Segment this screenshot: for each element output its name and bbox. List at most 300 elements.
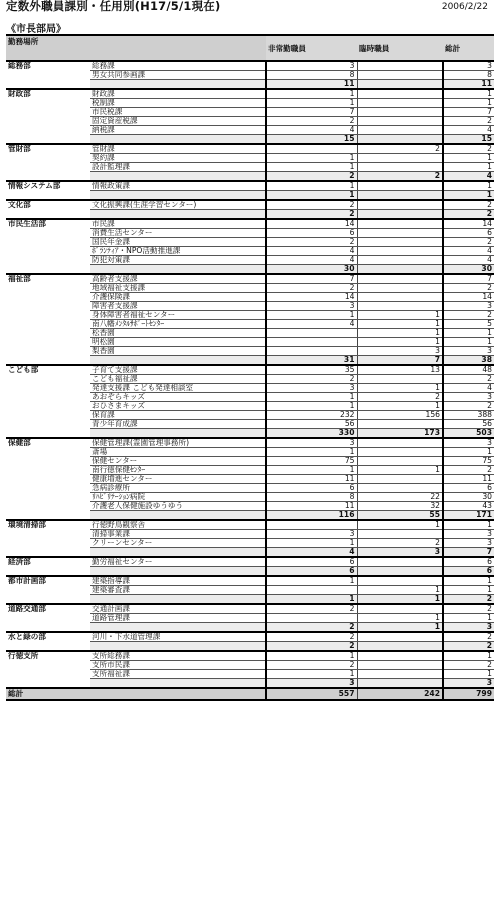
table-row — [6, 181, 494, 191]
temporary-cell — [357, 163, 443, 172]
total-cell: 2 — [443, 632, 494, 642]
section-cell: 契約課 — [90, 154, 266, 163]
nonregular-cell: 330 — [266, 429, 357, 439]
section-cell: 建築指導課 — [90, 576, 266, 586]
total-cell: 2 — [443, 375, 494, 384]
nonregular-cell: 1 — [266, 181, 357, 191]
nonregular-cell: 7 — [266, 108, 357, 117]
dept-cell — [6, 229, 90, 238]
table-row — [6, 219, 494, 229]
table-row — [6, 108, 494, 117]
total-cell: 4 — [443, 384, 494, 393]
nonregular-cell: 1 — [266, 670, 357, 679]
dept-cell — [6, 163, 90, 172]
total-cell: 4 — [443, 247, 494, 256]
nonregular-cell: 4 — [266, 126, 357, 135]
nonregular-cell: 2 — [266, 642, 357, 652]
temporary-cell: 32 — [357, 502, 443, 511]
section-cell: 斎場 — [90, 448, 266, 457]
dept-cell — [6, 256, 90, 265]
temporary-cell — [357, 651, 443, 661]
table-row — [6, 475, 494, 484]
section-cell: 明松園 — [90, 338, 266, 347]
total-cell: 48 — [443, 365, 494, 375]
dept-cell — [6, 614, 90, 623]
section-cell: こども福祉課 — [90, 375, 266, 384]
nonregular-cell: 30 — [266, 265, 357, 275]
nonregular-cell: 1 — [266, 466, 357, 475]
temporary-cell: 2 — [357, 539, 443, 548]
temporary-cell — [357, 274, 443, 284]
total-cell: 2 — [443, 200, 494, 210]
header-temporary: 臨時職員 — [357, 35, 443, 61]
document-date: 2006/2/22 — [441, 2, 488, 12]
staff-table — [6, 34, 494, 701]
nonregular-cell: 2 — [266, 661, 357, 670]
table-body — [6, 61, 494, 688]
table-row — [6, 163, 494, 172]
dept-cell — [6, 642, 90, 652]
temporary-cell — [357, 247, 443, 256]
table-row — [6, 329, 494, 338]
temporary-cell — [357, 484, 443, 493]
temporary-cell — [357, 457, 443, 466]
section-cell: 防犯対策課 — [90, 256, 266, 265]
section-cell: 青少年育成課 — [90, 420, 266, 429]
section-cell: 地域福祉支援課 — [90, 284, 266, 293]
total-cell: 2 — [443, 642, 494, 652]
section-cell: おひさまキッズ — [90, 402, 266, 411]
dept-cell — [6, 411, 90, 420]
table-row — [6, 338, 494, 347]
dept-cell — [6, 71, 90, 80]
nonregular-cell: 2 — [266, 172, 357, 182]
temporary-cell: 1 — [357, 614, 443, 623]
total-cell: 6 — [443, 229, 494, 238]
dept-cell — [6, 448, 90, 457]
temporary-cell — [357, 679, 443, 689]
nonregular-cell: 232 — [266, 411, 357, 420]
total-cell: 1 — [443, 614, 494, 623]
temporary-cell — [357, 61, 443, 71]
total-cell: 2 — [443, 311, 494, 320]
section-cell — [90, 191, 266, 201]
section-cell: 保健管理課(霊園管理事務所) — [90, 438, 266, 448]
section-cell: 健康増進センター — [90, 475, 266, 484]
table-row — [6, 200, 494, 210]
dept-cell: 行徳支所 — [8, 651, 39, 660]
nonregular-cell: 1 — [266, 154, 357, 163]
table-row — [6, 89, 494, 99]
nonregular-cell: 14 — [266, 293, 357, 302]
dept-cell — [6, 530, 90, 539]
nonregular-cell: 1 — [266, 99, 357, 108]
table-row — [6, 238, 494, 247]
grand-total-row — [6, 688, 494, 700]
total-cell: 2 — [443, 661, 494, 670]
temporary-cell — [357, 210, 443, 220]
total-cell: 38 — [443, 356, 494, 366]
section-cell: 支所総務課 — [90, 651, 266, 661]
nonregular-cell: 1 — [266, 595, 357, 605]
section-cell: 国民年金課 — [90, 238, 266, 247]
temporary-cell: 3 — [357, 548, 443, 558]
nonregular-cell: 1 — [266, 402, 357, 411]
dept-cell — [6, 126, 90, 135]
nonregular-cell: 1 — [266, 393, 357, 402]
temporary-cell: 3 — [357, 347, 443, 356]
grand-total-nonregular: 557 — [266, 688, 357, 700]
nonregular-cell: 1 — [266, 163, 357, 172]
temporary-cell — [357, 557, 443, 567]
temporary-cell: 1 — [357, 329, 443, 338]
nonregular-cell: 8 — [266, 71, 357, 80]
temporary-cell: 1 — [357, 595, 443, 605]
total-cell: 1 — [443, 670, 494, 679]
table-row — [6, 393, 494, 402]
total-cell: 2 — [443, 604, 494, 614]
dept-cell — [6, 99, 90, 108]
table-row — [6, 632, 494, 642]
temporary-cell — [357, 661, 443, 670]
nonregular-cell: 35 — [266, 365, 357, 375]
nonregular-cell: 1 — [266, 651, 357, 661]
dept-cell — [6, 567, 90, 577]
nonregular-cell: 15 — [266, 135, 357, 145]
nonregular-cell: 1 — [266, 576, 357, 586]
table-row — [6, 457, 494, 466]
total-cell: 2 — [443, 466, 494, 475]
section-cell: 道路管理課 — [90, 614, 266, 623]
section-cell: 障害者支援課 — [90, 302, 266, 311]
subtotal-row — [6, 623, 494, 633]
total-cell: 1 — [443, 191, 494, 201]
dept-cell — [6, 320, 90, 329]
table-row — [6, 420, 494, 429]
temporary-cell — [357, 670, 443, 679]
section-cell — [90, 623, 266, 633]
nonregular-cell: 56 — [266, 420, 357, 429]
nonregular-cell — [266, 329, 357, 338]
total-cell: 11 — [443, 80, 494, 90]
dept-cell — [6, 135, 90, 145]
section-cell: 急病診療所 — [90, 484, 266, 493]
nonregular-cell: 3 — [266, 302, 357, 311]
temporary-cell: 173 — [357, 429, 443, 439]
nonregular-cell: 2 — [266, 623, 357, 633]
nonregular-cell: 31 — [266, 356, 357, 366]
section-cell — [90, 80, 266, 90]
section-cell: 介護保険課 — [90, 293, 266, 302]
total-cell: 3 — [443, 679, 494, 689]
dept-cell — [6, 623, 90, 633]
total-cell: 2 — [443, 144, 494, 154]
temporary-cell — [357, 420, 443, 429]
dept-cell: 管財部 — [8, 144, 31, 153]
section-cell: 市民課 — [90, 219, 266, 229]
nonregular-cell: 4 — [266, 548, 357, 558]
total-cell: 1 — [443, 448, 494, 457]
table-row — [6, 411, 494, 420]
subtotal-row — [6, 548, 494, 558]
subtotal-row — [6, 191, 494, 201]
section-cell — [90, 172, 266, 182]
table-row — [6, 438, 494, 448]
temporary-cell: 1 — [357, 623, 443, 633]
dept-cell — [6, 548, 90, 558]
total-cell: 2 — [443, 595, 494, 605]
section-cell: 税制課 — [90, 99, 266, 108]
nonregular-cell: 6 — [266, 229, 357, 238]
nonregular-cell: 1 — [266, 191, 357, 201]
temporary-cell — [357, 71, 443, 80]
table-row — [6, 576, 494, 586]
subtotal-row — [6, 265, 494, 275]
table-row — [6, 293, 494, 302]
section-cell: 清掃事業課 — [90, 530, 266, 539]
table-row — [6, 99, 494, 108]
section-cell: 子育て支援課 — [90, 365, 266, 375]
subtotal-row — [6, 80, 494, 90]
temporary-cell: 22 — [357, 493, 443, 502]
temporary-cell — [357, 108, 443, 117]
total-cell: 14 — [443, 219, 494, 229]
table-row — [6, 502, 494, 511]
temporary-cell — [357, 438, 443, 448]
temporary-cell — [357, 191, 443, 201]
section-cell: 保育課 — [90, 411, 266, 420]
table-row — [6, 670, 494, 679]
dept-cell: 道路交通部 — [8, 604, 46, 613]
section-cell: 河川・下水道管理課 — [90, 632, 266, 642]
table-row — [6, 365, 494, 375]
section-cell: 管財課 — [90, 144, 266, 154]
temporary-cell — [357, 530, 443, 539]
dept-cell — [6, 586, 90, 595]
table-row — [6, 614, 494, 623]
subtotal-row — [6, 567, 494, 577]
temporary-cell — [357, 229, 443, 238]
table-row — [6, 274, 494, 284]
nonregular-cell: 14 — [266, 219, 357, 229]
section-cell: 男女共同参画課 — [90, 71, 266, 80]
nonregular-cell: 11 — [266, 475, 357, 484]
temporary-cell — [357, 632, 443, 642]
temporary-cell: 1 — [357, 384, 443, 393]
temporary-cell: 1 — [357, 320, 443, 329]
nonregular-cell: 2 — [266, 604, 357, 614]
header-place: 勤務場所 — [6, 35, 266, 61]
section-cell: 設計監理課 — [90, 163, 266, 172]
dept-cell — [6, 302, 90, 311]
dept-cell — [6, 661, 90, 670]
section-cell: 梨香園 — [90, 347, 266, 356]
dept-cell: 市民生活部 — [8, 219, 46, 228]
subtotal-row — [6, 210, 494, 220]
section-cell: 介護老人保健施設ゆうゆう — [90, 502, 266, 511]
table-row — [6, 484, 494, 493]
dept-cell — [6, 347, 90, 356]
nonregular-cell: 7 — [266, 274, 357, 284]
temporary-cell — [357, 99, 443, 108]
section-cell — [90, 679, 266, 689]
nonregular-cell: 3 — [266, 530, 357, 539]
table-row — [6, 256, 494, 265]
dept-cell — [6, 539, 90, 548]
table-row — [6, 71, 494, 80]
section-cell: 文化振興課(生涯学習センター) — [90, 200, 266, 210]
nonregular-cell: 3 — [266, 61, 357, 71]
nonregular-cell: 4 — [266, 256, 357, 265]
total-cell: 4 — [443, 256, 494, 265]
total-cell: 2 — [443, 117, 494, 126]
grand-total-temporary: 242 — [357, 688, 443, 700]
total-cell: 75 — [443, 457, 494, 466]
temporary-cell — [357, 89, 443, 99]
temporary-cell: 1 — [357, 520, 443, 530]
section-cell: 情報政策課 — [90, 181, 266, 191]
temporary-cell — [357, 475, 443, 484]
nonregular-cell — [266, 586, 357, 595]
section-cell: 行徳野鳥観察舎 — [90, 520, 266, 530]
section-cell: 南行徳保健ｾﾝﾀｰ — [90, 466, 266, 475]
dept-cell: 総務部 — [8, 61, 31, 70]
dept-cell: 都市計画部 — [8, 576, 46, 585]
temporary-cell — [357, 117, 443, 126]
temporary-cell: 7 — [357, 356, 443, 366]
nonregular-cell: 3 — [266, 384, 357, 393]
subtotal-row — [6, 135, 494, 145]
dept-cell — [6, 247, 90, 256]
section-cell: 市民税課 — [90, 108, 266, 117]
temporary-cell: 1 — [357, 586, 443, 595]
temporary-cell: 1 — [357, 466, 443, 475]
total-cell: 7 — [443, 108, 494, 117]
temporary-cell: 55 — [357, 511, 443, 521]
section-cell: 勤労福祉センター — [90, 557, 266, 567]
temporary-cell: 156 — [357, 411, 443, 420]
table-row — [6, 448, 494, 457]
subtotal-row — [6, 679, 494, 689]
dept-cell — [6, 679, 90, 689]
total-cell: 1 — [443, 89, 494, 99]
dept-cell: 経済部 — [8, 557, 31, 566]
dept-cell: こども部 — [8, 365, 39, 374]
total-cell: 15 — [443, 135, 494, 145]
table-row — [6, 530, 494, 539]
nonregular-cell — [266, 347, 357, 356]
table-row — [6, 144, 494, 154]
nonregular-cell: 3 — [266, 679, 357, 689]
total-cell: 1 — [443, 586, 494, 595]
dept-cell — [6, 420, 90, 429]
section-cell — [90, 595, 266, 605]
dept-cell — [6, 511, 90, 521]
total-cell: 1 — [443, 520, 494, 530]
total-cell: 2 — [443, 238, 494, 247]
dept-cell — [6, 493, 90, 502]
dept-cell — [6, 311, 90, 320]
nonregular-cell: 116 — [266, 511, 357, 521]
nonregular-cell: 6 — [266, 567, 357, 577]
dept-cell: 情報システム部 — [8, 181, 61, 190]
total-cell: 3 — [443, 539, 494, 548]
nonregular-cell: 1 — [266, 311, 357, 320]
table-row — [6, 126, 494, 135]
section-heading: 《市長部局》 — [6, 24, 66, 35]
table-row — [6, 466, 494, 475]
total-cell: 6 — [443, 557, 494, 567]
temporary-cell — [357, 375, 443, 384]
section-cell: 建築審査課 — [90, 586, 266, 595]
total-cell: 14 — [443, 293, 494, 302]
table-row — [6, 493, 494, 502]
section-cell: 固定資産税課 — [90, 117, 266, 126]
section-cell — [90, 265, 266, 275]
section-cell: 消費生活センター — [90, 229, 266, 238]
nonregular-cell: 1 — [266, 448, 357, 457]
total-cell: 56 — [443, 420, 494, 429]
section-cell: 支所市民課 — [90, 661, 266, 670]
temporary-cell — [357, 293, 443, 302]
total-cell: 7 — [443, 274, 494, 284]
total-cell: 1 — [443, 338, 494, 347]
dept-cell — [6, 284, 90, 293]
total-cell: 30 — [443, 265, 494, 275]
dept-cell — [6, 329, 90, 338]
section-cell: ﾎﾞﾗﾝﾃｨｱ・NPO活動推進課 — [90, 247, 266, 256]
dept-cell — [6, 338, 90, 347]
temporary-cell — [357, 200, 443, 210]
dept-cell — [6, 108, 90, 117]
table-row — [6, 520, 494, 530]
temporary-cell: 1 — [357, 311, 443, 320]
section-cell — [90, 356, 266, 366]
total-cell: 171 — [443, 511, 494, 521]
subtotal-row — [6, 595, 494, 605]
total-cell: 388 — [443, 411, 494, 420]
dept-cell — [6, 117, 90, 126]
section-cell: 納税課 — [90, 126, 266, 135]
nonregular-cell: 6 — [266, 557, 357, 567]
nonregular-cell: 8 — [266, 493, 357, 502]
dept-cell — [6, 172, 90, 182]
nonregular-cell — [266, 338, 357, 347]
nonregular-cell: 3 — [266, 438, 357, 448]
total-cell: 3 — [443, 302, 494, 311]
subtotal-row — [6, 511, 494, 521]
dept-cell — [6, 238, 90, 247]
total-cell: 3 — [443, 438, 494, 448]
dept-cell — [6, 457, 90, 466]
temporary-cell — [357, 604, 443, 614]
grand-total-label: 総計 — [6, 688, 266, 700]
temporary-cell: 1 — [357, 338, 443, 347]
temporary-cell: 1 — [357, 402, 443, 411]
temporary-cell: 2 — [357, 172, 443, 182]
temporary-cell — [357, 238, 443, 247]
section-cell — [90, 642, 266, 652]
nonregular-cell: 11 — [266, 80, 357, 90]
dept-cell: 水と緑の部 — [8, 632, 46, 641]
section-cell: ﾘﾊﾋﾞﾘﾃｰｼｮﾝ病院 — [90, 493, 266, 502]
dept-cell: 福祉部 — [8, 274, 31, 283]
temporary-cell: 2 — [357, 393, 443, 402]
total-cell: 1 — [443, 99, 494, 108]
table-row — [6, 284, 494, 293]
section-cell — [90, 567, 266, 577]
total-cell: 4 — [443, 172, 494, 182]
